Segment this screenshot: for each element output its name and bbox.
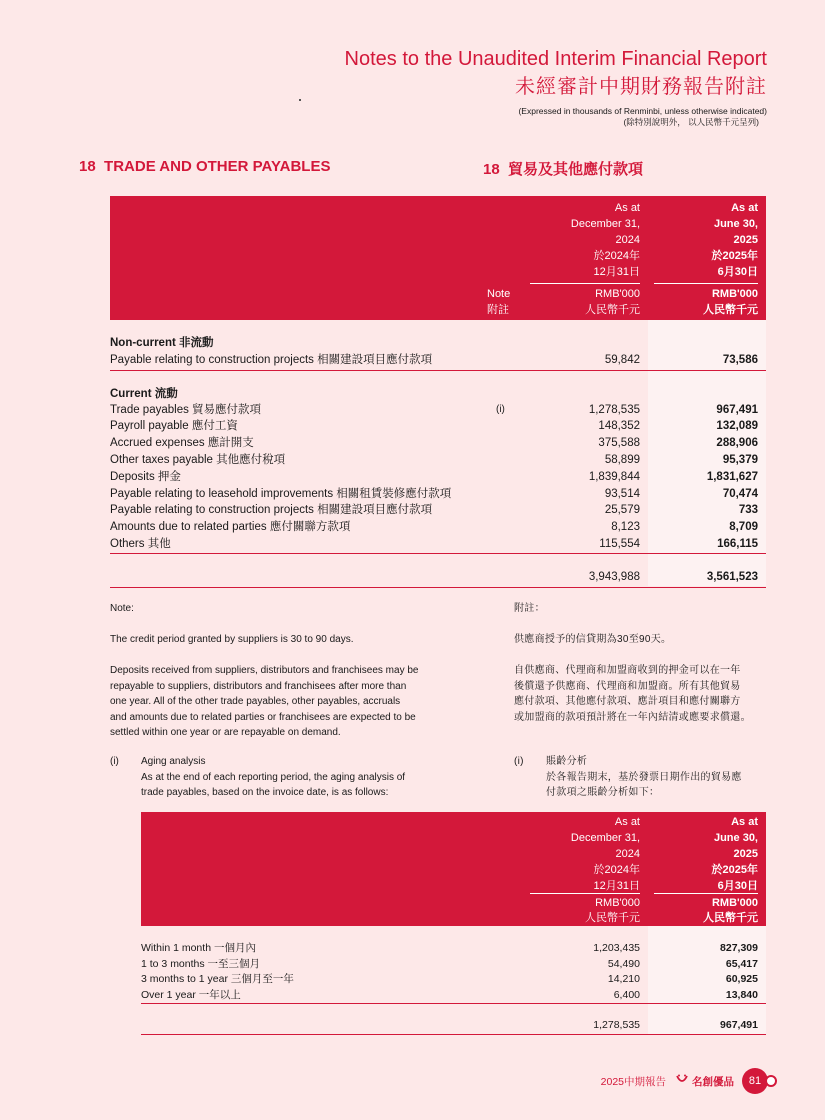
t2-total-rule (141, 1034, 766, 1035)
noncurrent-rule (110, 370, 766, 371)
t1-col2-l2: June 30, (713, 218, 758, 230)
table-row-note: (i) (496, 404, 505, 415)
table-row-label: Amounts due to related parties 應付關聯方款項 (110, 521, 351, 533)
t2-col2-unit-zh: 人民幣千元 (703, 912, 758, 924)
table-row-label: Payable relating to construction projects 相關建設項目應付款項 (110, 504, 433, 516)
t2-col1-l3: 2024 (615, 848, 640, 860)
t1-col2-rule (654, 283, 758, 284)
page-footer (601, 1068, 777, 1094)
deposits-line-zh: 自供應商、代理商和加盟商收到的押金可以在一年 (514, 665, 741, 676)
aging-line-zh: 於各報告期末，基於發票日期作出的貿易應 (546, 771, 742, 783)
t2-col2-unit-en: RMB'000 (711, 897, 758, 909)
t2-col1-unit-en: RMB'000 (595, 897, 640, 909)
t2-col1-rule (530, 893, 640, 894)
section-number: 18 (79, 158, 96, 175)
note-label-zh: 附註： (514, 603, 545, 614)
t1-col1-unit-en: RMB'000 (595, 288, 640, 300)
table-row-label: Payable relating to leasehold improvements 相關租賃裝修應付款項 (110, 488, 452, 500)
table-row-value-2024: 59,842 (604, 354, 640, 366)
table-row-value-2025: 288,906 (716, 437, 758, 449)
table-row-value-2025: 95,379 (722, 454, 758, 466)
table-row-label: Over 1 year 一年以上 (141, 989, 241, 1001)
report-title-zh: 未經審計中期財務報告附註 (515, 76, 767, 98)
table-row-value-2025: 8,709 (729, 521, 758, 533)
t1-col2-l3: 2025 (733, 234, 758, 246)
total-value-2025: 3,561,523 (706, 571, 758, 583)
t2-col2-l4: 於2025年 (711, 864, 758, 876)
t1-col1-l2: December 31, (570, 218, 640, 230)
section-title-en (79, 158, 330, 175)
aging-block-en (141, 754, 405, 801)
t1-col2-l1: As at (731, 202, 758, 214)
footer-brand: 名創優品 (692, 1075, 734, 1088)
table-row-value-2024: 54,490 (607, 958, 640, 970)
table-row-value-2025: 132,089 (716, 420, 758, 432)
aging-title-en: Aging analysis (141, 756, 206, 767)
t2-col1-l2: December 31, (570, 832, 640, 844)
note-label-en: Note: (110, 603, 134, 614)
table-row-value-2024: 8,123 (611, 521, 640, 533)
aging-line-zh: 付款項之賬齡分析如下： (546, 787, 660, 798)
t2-col2-l5: 6月30日 (717, 880, 758, 892)
section-heading-en: TRADE AND OTHER PAYABLES (104, 158, 331, 175)
table2-header (141, 812, 766, 926)
expressed-note-zh: (除特別說明外， 以人民幣千元呈列) (623, 117, 759, 127)
footer-report-name: 2025中期報告 (600, 1075, 666, 1088)
t1-note-zh: 附註 (487, 304, 509, 316)
deposits-line: Deposits received from suppliers, distributors and franchisees may be (110, 665, 419, 676)
aging-block-zh (546, 754, 742, 801)
t2-rows-rule (141, 1003, 766, 1004)
current-rule (110, 553, 766, 554)
table-row-label: Payroll payable 應付工資 (110, 420, 238, 432)
report-title-en: Notes to the Unaudited Interim Financial Report (344, 48, 767, 70)
t1-col1-l5: 12月31日 (593, 266, 640, 278)
table-row-value-2025: 166,115 (717, 538, 758, 550)
t1-note-en: Note (487, 288, 511, 300)
table-row-value-2025: 60,925 (725, 973, 758, 985)
expressed-note-en: (Expressed in thousands of Renminbi, unless otherwise indicated) (518, 106, 767, 116)
t2-col2-rule (654, 893, 758, 894)
table-row-label: 1 to 3 months 一至三個月 (141, 958, 261, 970)
section-title-zh (483, 158, 643, 179)
aging-line: trade payables, based on the invoice date, is as follows: (141, 787, 389, 798)
table-row-value-2024: 25,579 (604, 504, 640, 516)
t1-col1-unit-zh: 人民幣千元 (585, 304, 640, 316)
table-row-value-2025: 73,586 (722, 354, 758, 366)
aging-title-zh: 賬齡分析 (546, 756, 588, 767)
t1-col1-l3: 2024 (615, 234, 640, 246)
t2-col1-l4: 於2024年 (593, 864, 640, 876)
credit-period-zh: 供應商授予的信貸期為30至90天。 (514, 634, 672, 645)
table-row-label: Deposits 押金 (110, 471, 181, 483)
t1-col2-unit-zh: 人民幣千元 (703, 304, 758, 316)
table-row-value-2025: 733 (738, 504, 758, 516)
table-row-value-2024: 6,400 (613, 989, 640, 1001)
table-row-value-2024: 375,588 (598, 437, 640, 449)
brand-logo-icon (676, 1074, 688, 1088)
t2-col2-l3: 2025 (733, 848, 758, 860)
table-row-value-2024: 148,352 (598, 420, 640, 432)
table-row-label: Within 1 month 一個月內 (141, 942, 256, 954)
deposits-line-zh: 應付款項、其他應付款項、應計項目和應付關聯方 (514, 696, 741, 707)
deposits-line: and amounts due to related parties or franchisees are expected to be (110, 711, 416, 723)
t2-col1-l1: As at (614, 816, 640, 828)
table-row-label: 3 months to 1 year 三個月至一年 (141, 973, 294, 985)
t2-col2-l2: June 30, (713, 832, 758, 844)
deposits-line-zh: 或加盟商的款項預計將在一年內結清或應要求償還。 (514, 711, 751, 723)
credit-period-en: The credit period granted by suppliers is 30 to 90 days. (110, 634, 354, 645)
t1-col2-unit-en: RMB'000 (711, 288, 758, 300)
total-rule (110, 587, 766, 588)
t2-total-value-2025: 967,491 (720, 1019, 758, 1031)
table-row-value-2025: 967,491 (716, 404, 758, 416)
page-number: 81 (742, 1068, 768, 1094)
t2-col1-unit-zh: 人民幣千元 (585, 912, 640, 924)
table-row-value-2025: 13,840 (725, 989, 758, 1001)
deposits-line: repayable to suppliers, distributors and franchisees after more than (110, 680, 407, 692)
table-row-label: Payable relating to construction projects 相關建設項目應付款項 (110, 354, 433, 366)
table-row-value-2024: 1,203,435 (593, 942, 640, 954)
table-row-label: Other taxes payable 其他應付稅項 (110, 454, 286, 466)
table-row-value-2024: 93,514 (604, 488, 640, 500)
table1-header (110, 196, 766, 320)
aging-marker-zh: (i) (514, 756, 524, 767)
table-row-value-2024: 58,899 (604, 454, 640, 466)
noncurrent-heading: Non-current 非流動 (110, 337, 214, 349)
page-ring-icon (765, 1075, 777, 1087)
table-row-label: Trade payables 貿易應付款項 (110, 404, 262, 416)
aging-line: As at the end of each reporting period, the aging analysis of (141, 771, 406, 783)
deposits-line: settled within one year or are repayable on demand. (110, 727, 341, 738)
table-row-value-2025: 1,831,627 (706, 471, 758, 483)
deposits-paragraph-zh (514, 663, 751, 725)
current-heading: Current 流動 (110, 388, 178, 400)
t2-col2-l1: As at (731, 816, 758, 828)
table-row-value-2024: 1,839,844 (588, 471, 640, 483)
t1-col2-l5: 6月30日 (717, 266, 758, 278)
t1-col1-rule (530, 283, 640, 284)
section-number-zh: 18 (483, 161, 500, 178)
t2-col1-l5: 12月31日 (593, 880, 640, 892)
t2-total-value-2024: 1,278,535 (593, 1019, 640, 1031)
table-row-label: Accrued expenses 應計開支 (110, 437, 254, 449)
section-heading-zh: 貿易及其他應付款項 (508, 161, 644, 178)
table-row-value-2025: 65,417 (725, 958, 758, 970)
t1-col1-l1: As at (614, 202, 640, 214)
deposits-line: one year. All of the other trade payables, other payables, accruals (110, 696, 401, 707)
table-row-value-2025: 827,309 (720, 942, 758, 954)
total-value-2024: 3,943,988 (588, 571, 640, 583)
t1-col2-l4: 於2025年 (711, 250, 758, 262)
t1-col1-l4: 於2024年 (593, 250, 640, 262)
table-row-value-2024: 1,278,535 (588, 404, 640, 416)
table-row-value-2024: 115,554 (599, 538, 640, 550)
decorative-dot (299, 99, 301, 101)
table-row-label: Others 其他 (110, 538, 171, 550)
deposits-line-zh: 後償還予供應商、代理商和加盟商。所有其他貿易 (514, 680, 741, 692)
aging-marker-en: (i) (110, 756, 119, 767)
table-row-value-2025: 70,474 (722, 488, 758, 500)
table-row-value-2024: 14,210 (607, 973, 640, 985)
deposits-paragraph-en (110, 663, 460, 741)
